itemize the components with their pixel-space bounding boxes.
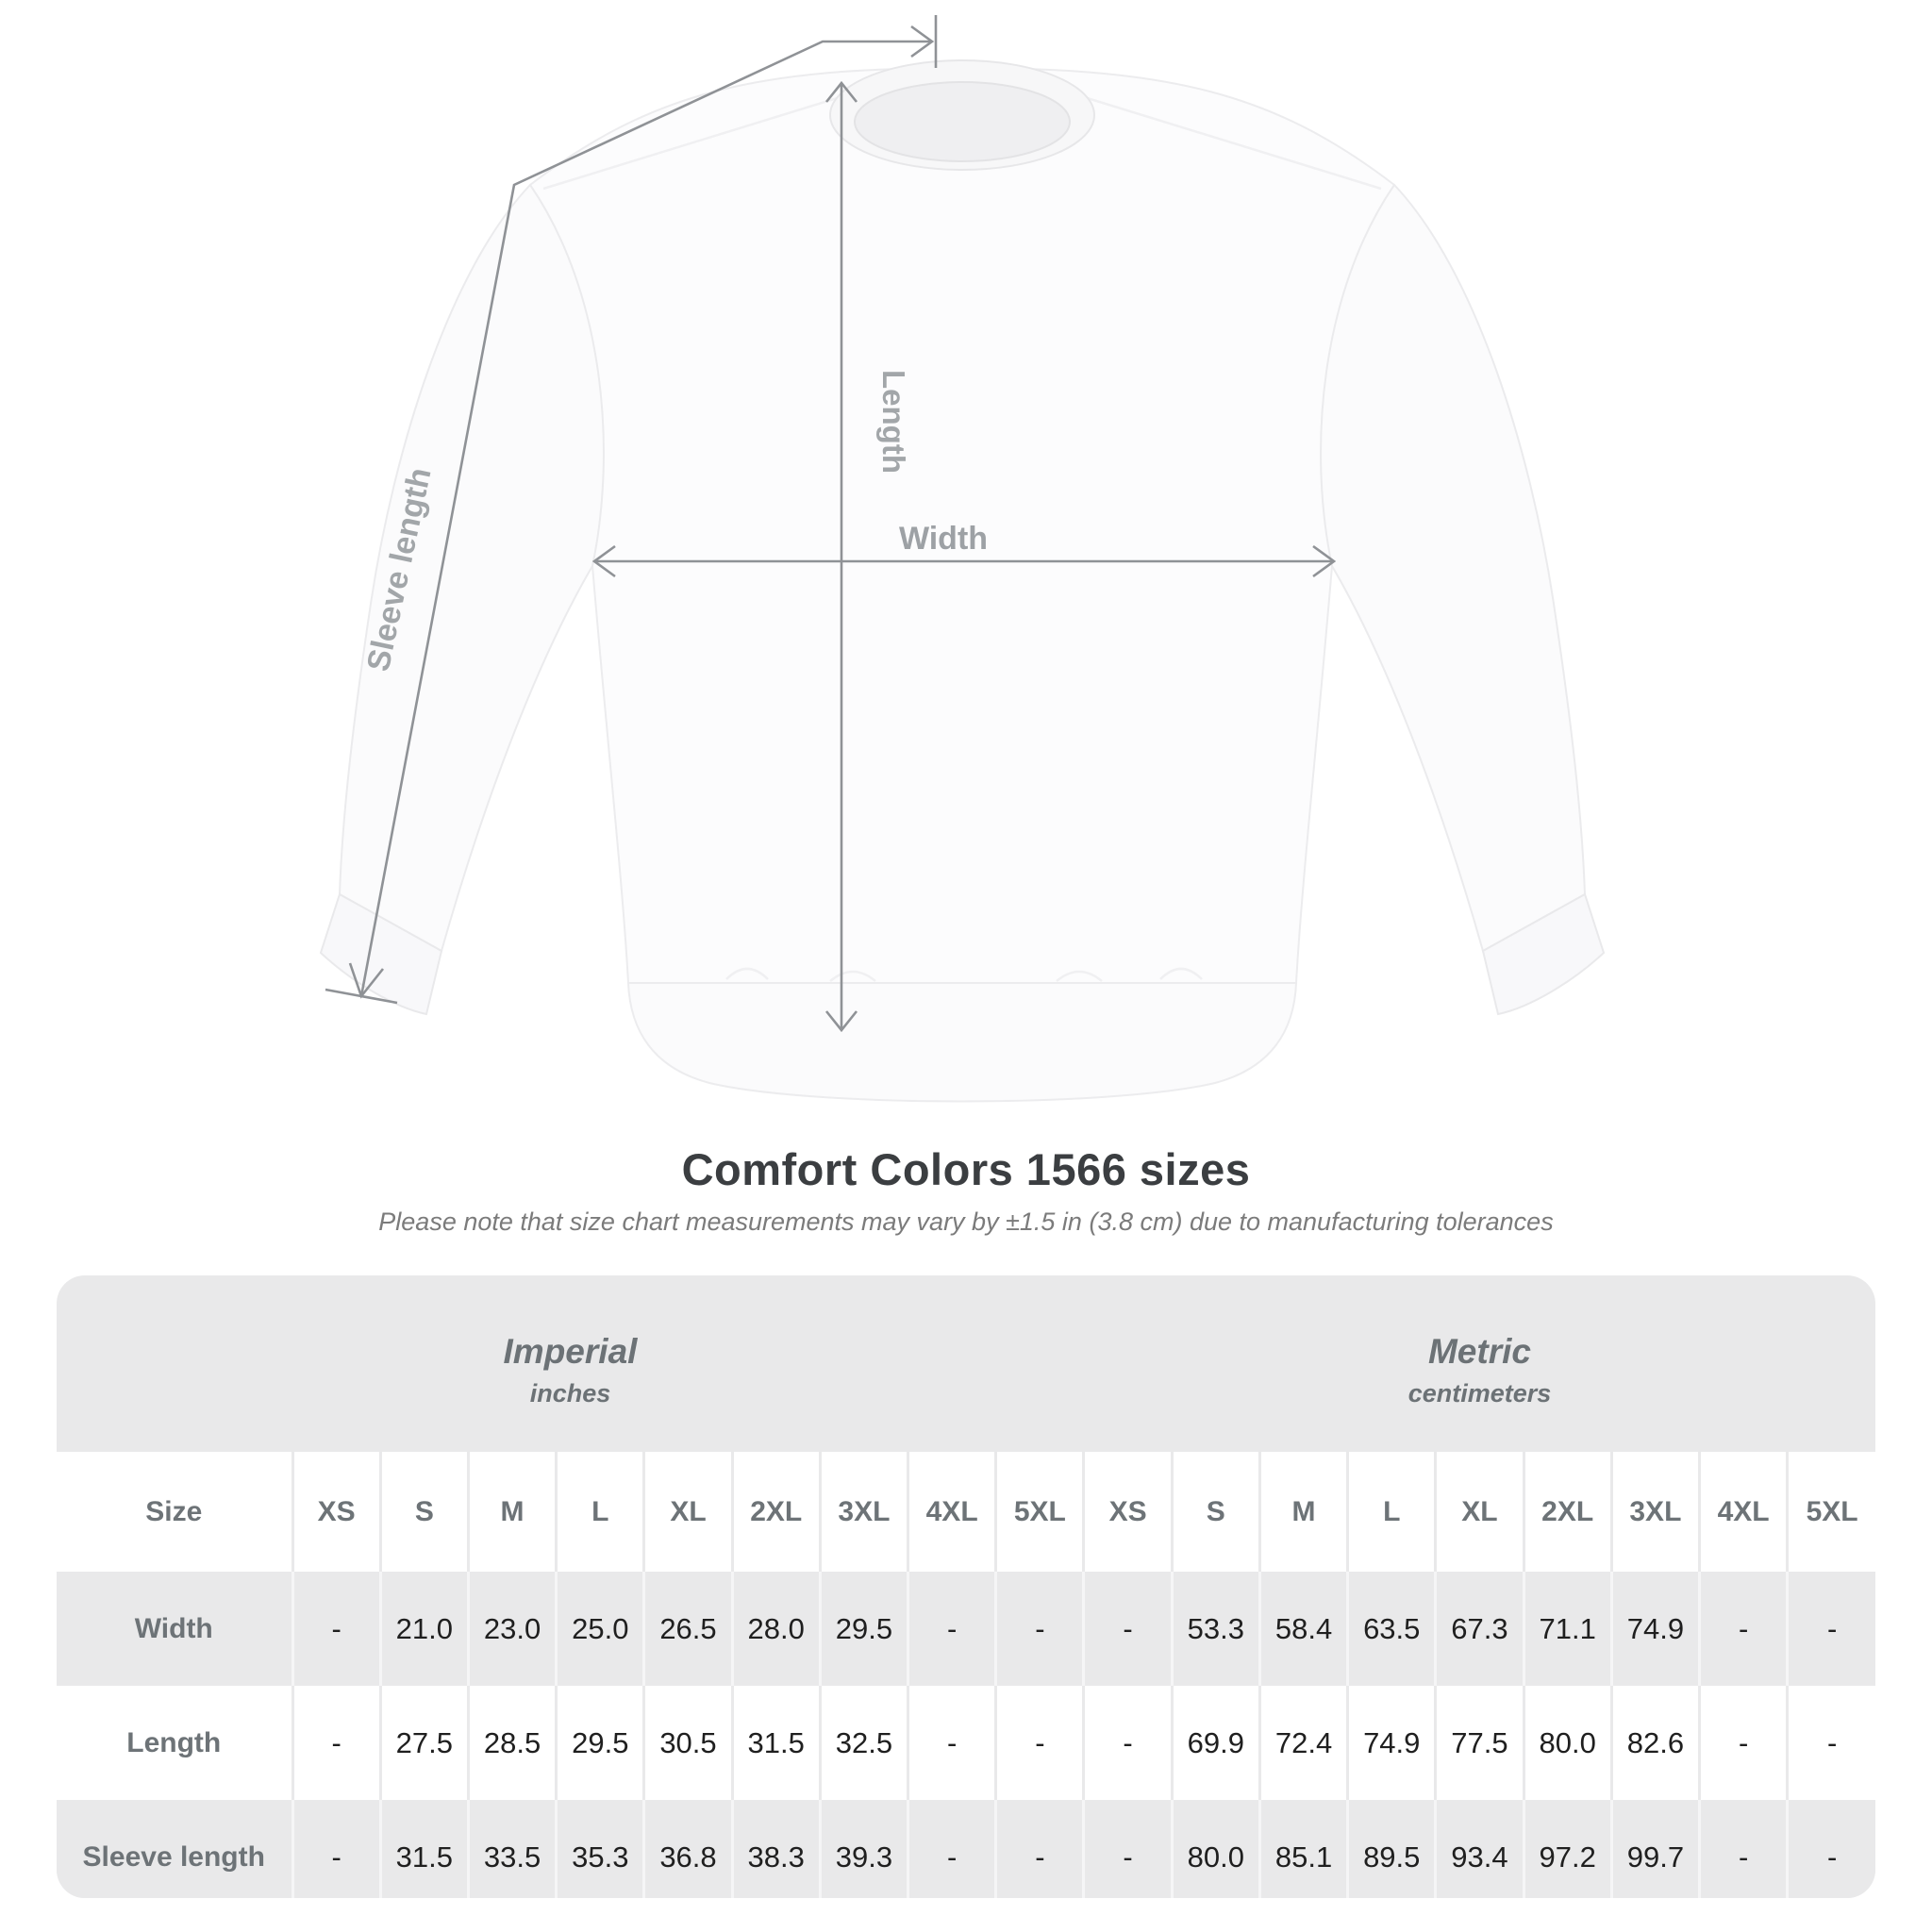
width-row <box>57 1572 1875 1686</box>
value-cell: - <box>1084 1686 1172 1800</box>
value-cell: - <box>1700 1800 1788 1898</box>
size-header-cell: M <box>468 1452 556 1572</box>
right-sleeve <box>1321 185 1585 951</box>
value-cell: 32.5 <box>820 1686 908 1800</box>
tolerance-note: Please note that size chart measurements may vary by ±1.5 in (3.8 cm) due to manufacturing tolerances <box>378 1208 1554 1236</box>
value-cell: 33.5 <box>468 1800 556 1898</box>
size-header-cell: 2XL <box>1524 1452 1611 1572</box>
value-cell: 89.5 <box>1348 1800 1436 1898</box>
value-cell: 97.2 <box>1524 1800 1611 1898</box>
value-cell: 67.3 <box>1436 1572 1524 1686</box>
imperial-group-header <box>57 1275 1084 1452</box>
page-title: Comfort Colors 1566 sizes <box>681 1144 1251 1194</box>
value-cell: 30.5 <box>644 1686 732 1800</box>
value-cell: 69.9 <box>1172 1686 1259 1800</box>
value-cell: 39.3 <box>820 1800 908 1898</box>
value-cell: 77.5 <box>1436 1686 1524 1800</box>
value-cell: 27.5 <box>380 1686 468 1800</box>
value-cell: - <box>1788 1800 1875 1898</box>
value-cell: 80.0 <box>1172 1800 1259 1898</box>
value-cell: 28.0 <box>732 1572 820 1686</box>
row-label: Length <box>57 1686 292 1800</box>
value-cell: 99.7 <box>1611 1800 1699 1898</box>
value-cell: 74.9 <box>1348 1686 1436 1800</box>
size-header-cell: 5XL <box>996 1452 1084 1572</box>
unit-group-row <box>57 1275 1875 1452</box>
value-cell: 29.5 <box>820 1572 908 1686</box>
size-chart-table <box>57 1275 1875 1898</box>
value-cell: - <box>908 1686 996 1800</box>
waistband <box>628 983 1296 1102</box>
size-header-cell: 4XL <box>908 1452 996 1572</box>
metric-group-header <box>1084 1275 1875 1452</box>
size-header-cell: S <box>380 1452 468 1572</box>
size-header-cell: XL <box>1436 1452 1524 1572</box>
value-cell: - <box>1788 1686 1875 1800</box>
size-header-row <box>57 1452 1875 1572</box>
value-cell: 31.5 <box>732 1686 820 1800</box>
row-label: Sleeve length <box>57 1800 292 1898</box>
value-cell: - <box>1700 1686 1788 1800</box>
value-cell: 74.9 <box>1611 1572 1699 1686</box>
size-chart-container <box>57 1275 1875 1898</box>
value-cell: 26.5 <box>644 1572 732 1686</box>
size-header-cell: XL <box>644 1452 732 1572</box>
value-cell: - <box>1700 1572 1788 1686</box>
value-cell: - <box>292 1686 380 1800</box>
sleeve-length-dimension-label: Sleeve length <box>359 464 439 675</box>
value-cell: - <box>996 1572 1084 1686</box>
value-cell: - <box>996 1686 1084 1800</box>
imperial-label: Imperial <box>503 1332 638 1372</box>
value-cell: 25.0 <box>557 1572 644 1686</box>
size-header-cell: XS <box>292 1452 380 1572</box>
value-cell: - <box>996 1800 1084 1898</box>
size-header-cell: S <box>1172 1452 1259 1572</box>
value-cell: - <box>1084 1800 1172 1898</box>
row-label: Width <box>57 1572 292 1686</box>
value-cell: 21.0 <box>380 1572 468 1686</box>
size-header-cell: 2XL <box>732 1452 820 1572</box>
length-dimension-label: Length <box>876 370 911 474</box>
value-cell: 53.3 <box>1172 1572 1259 1686</box>
value-cell: 71.1 <box>1524 1572 1611 1686</box>
size-header-cell: XS <box>1084 1452 1172 1572</box>
metric-label: Metric <box>1427 1332 1531 1372</box>
length-row <box>57 1686 1875 1800</box>
size-header-cell: L <box>1348 1452 1436 1572</box>
value-cell: - <box>1084 1572 1172 1686</box>
size-header-cell: 4XL <box>1700 1452 1788 1572</box>
size-header-cell: M <box>1259 1452 1347 1572</box>
size-header-cell: L <box>557 1452 644 1572</box>
value-cell: - <box>908 1800 996 1898</box>
size-column-header: Size <box>57 1452 292 1572</box>
width-dimension-label: Width <box>898 521 989 557</box>
value-cell: 28.5 <box>468 1686 556 1800</box>
left-sleeve <box>340 185 604 951</box>
value-cell: 58.4 <box>1259 1572 1347 1686</box>
imperial-unit: inches <box>529 1378 611 1407</box>
value-cell: 80.0 <box>1524 1686 1611 1800</box>
metric-unit: centimeters <box>1407 1378 1552 1407</box>
value-cell: 31.5 <box>380 1800 468 1898</box>
value-cell: 63.5 <box>1348 1572 1436 1686</box>
value-cell: 38.3 <box>732 1800 820 1898</box>
size-header-cell: 3XL <box>820 1452 908 1572</box>
size-header-cell: 3XL <box>1611 1452 1699 1572</box>
value-cell: - <box>1788 1572 1875 1686</box>
value-cell: 29.5 <box>557 1686 644 1800</box>
value-cell: - <box>908 1572 996 1686</box>
value-cell: 85.1 <box>1259 1800 1347 1898</box>
value-cell: 93.4 <box>1436 1800 1524 1898</box>
value-cell: 35.3 <box>557 1800 644 1898</box>
value-cell: 72.4 <box>1259 1686 1347 1800</box>
value-cell: 36.8 <box>644 1800 732 1898</box>
value-cell: 23.0 <box>468 1572 556 1686</box>
value-cell: - <box>292 1572 380 1686</box>
value-cell: - <box>292 1800 380 1898</box>
sleeve-length-row <box>57 1800 1875 1898</box>
size-header-cell: 5XL <box>1788 1452 1875 1572</box>
value-cell: 82.6 <box>1611 1686 1699 1800</box>
collar-opening <box>855 82 1070 161</box>
